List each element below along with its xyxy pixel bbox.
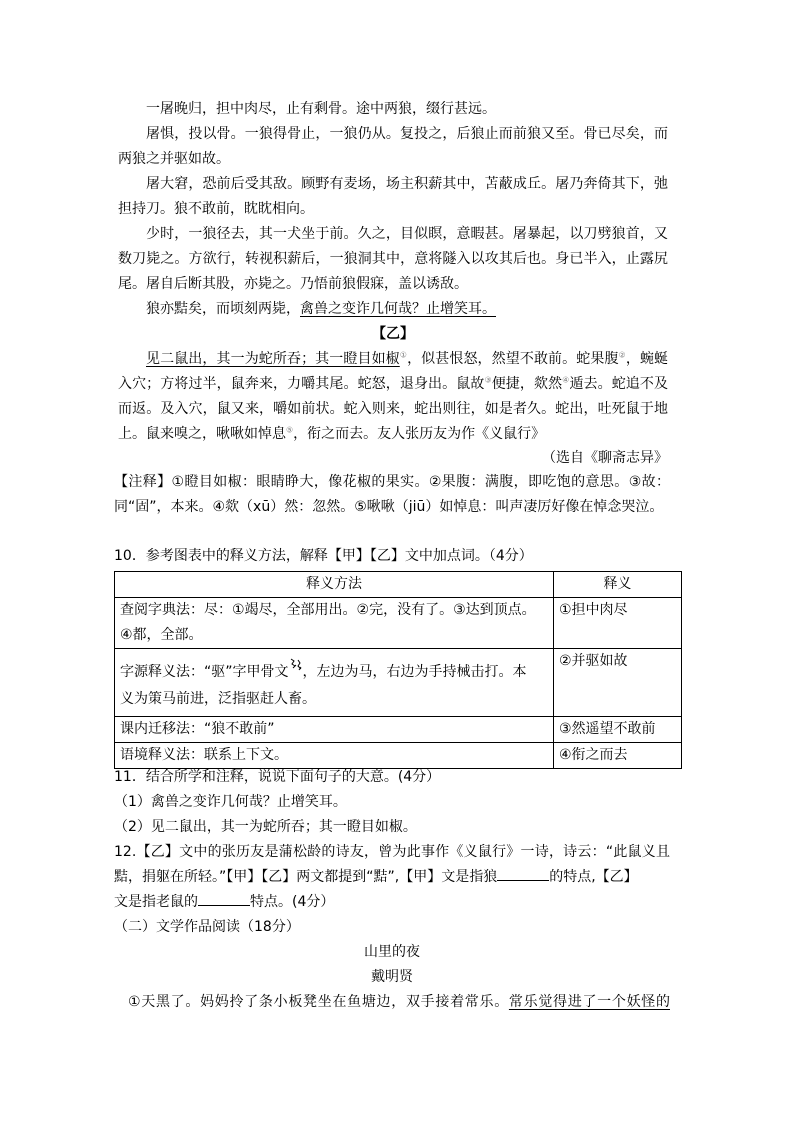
text: 遁去。蛇追不及	[569, 376, 668, 392]
method-cell	[115, 649, 554, 717]
question-12-line	[114, 890, 670, 915]
question-11-item: （2）见二鼠出，其一为蛇所吞；其一瞪目如椒。	[114, 819, 417, 835]
text: 入穴；方将过半，鼠奔来，力嚼其尾。蛇怒，退身出。鼠故	[118, 376, 485, 392]
text: 便捷，欻然	[491, 376, 563, 392]
text: 屠惧，投以骨。一狼得骨止，一狼仍从。复投之，后狼止而前狼又至。骨已尽矣，而	[146, 126, 668, 142]
story-paragraph-line	[114, 990, 670, 1015]
text: 数刀毙之。方欲行，转视积薪后，一狼洞其中，意将隧入以攻其后也。身已半入，止露尻	[118, 251, 668, 267]
text-line	[114, 470, 670, 495]
method-line: ④都，全部。	[120, 627, 203, 643]
answer-blank-wolf[interactable]	[497, 866, 549, 881]
meaning-cell: ③然遥望不敢前	[554, 717, 682, 743]
text-line	[118, 122, 668, 147]
text: 而返。及入穴，鼠又来，嚼如前状。蛇入则来，蛇出则往，如是者久。蛇出，吐死鼠于地	[118, 401, 668, 417]
question-11-item: （1）禽兽之变诈几何哉？止增笑耳。	[114, 794, 347, 810]
source-line	[118, 446, 668, 471]
text: 【注释】①瞪目如椒：眼睛睁大，像花椒的果实。②果腹：满腹，即吃饱的意思。③故：	[114, 474, 670, 490]
text: 尾。屠自后断其股，亦毙之。乃悟前狼假寐，盖以诱敌。	[118, 276, 468, 292]
source-citation: （选自《聊斋志异》	[542, 450, 668, 466]
footnote-marker: ③	[484, 375, 492, 385]
oracle-bone-glyph-icon	[289, 657, 303, 673]
meaning-cell: ④衔之而去	[554, 743, 682, 769]
text: 上。鼠来嗅之，啾啾如悼息	[118, 426, 286, 442]
questions-11-12	[114, 765, 670, 1015]
footnote-marker: ②	[618, 350, 626, 360]
text-line	[118, 172, 668, 197]
text-line	[118, 422, 668, 447]
text-line	[118, 397, 668, 422]
story-author: 戴明贤	[371, 969, 413, 985]
story-title: 山里的夜	[364, 944, 420, 960]
text: ，蜿蜒	[625, 351, 669, 367]
table-row	[115, 598, 682, 649]
text-line	[118, 222, 668, 247]
text: ，似甚恨怒，然望不敢前。蛇果腹	[407, 351, 619, 367]
q12-text: 文是指老鼠的	[114, 894, 198, 910]
text-line	[114, 495, 670, 520]
method-text: 字源释义法：“驱”字甲骨文	[120, 664, 289, 680]
text: 狼亦黠矣，而顷刻两毙，	[146, 301, 300, 317]
text: 两狼之并驱如故。	[118, 151, 230, 167]
annotations	[114, 470, 670, 520]
q12-text: 特点。(4分）	[250, 894, 335, 910]
text-line	[118, 97, 668, 122]
question-12-line	[114, 865, 670, 890]
text-line	[118, 147, 668, 172]
text: 屠大窘，恐前后受其敌。顾野有麦场，场主积薪其中，苫蔽成丘。屠乃奔倚其下，弛	[146, 176, 668, 192]
question-12-line: 12.【乙】文中的张历友是蒲松龄的诗友，曾为此事作《义鼠行》一诗，诗云：“此鼠义且	[114, 844, 670, 860]
yi-heading: 【乙】	[372, 326, 414, 342]
question-10	[114, 544, 664, 569]
table-header-meaning: 释义	[554, 572, 682, 598]
heading-yi	[118, 322, 668, 347]
underlined-text: 见二鼠出，其一为蛇所吞；其一瞪目如椒	[146, 351, 400, 367]
method-line: 查阅字典法：尽：①竭尽，全部用出。②完，没有了。③达到顶点。	[120, 602, 536, 618]
text: 担持刀。狼不敢前，眈眈相向。	[118, 201, 314, 217]
method-cell: 课内迁移法：“狼不敢前”	[115, 717, 554, 743]
text-line	[118, 197, 668, 222]
q12-text: 黠，捐躯在所轻。”【甲】【乙】两文都提到“黠”,【甲】文是指狼	[114, 869, 498, 885]
table-row	[115, 717, 682, 743]
passage-jia	[118, 97, 668, 322]
text: 少时，一狼径去，其一犬坐于前。久之，目似瞑，意暇甚。屠暴起，以刀劈狼首，又	[146, 226, 668, 242]
text: ，衔之而去。友人张历友为作《义鼠行》	[293, 426, 546, 442]
method-text: ，左边为马，右边为手持械击打。本	[302, 664, 527, 680]
text-line	[118, 372, 668, 397]
footnote-marker: ⑤	[286, 425, 294, 435]
passage-yi	[118, 347, 668, 447]
method-cell	[115, 598, 554, 649]
text: 一屠晚归，担中肉尽，止有剩骨。途中两狼，缀行甚远。	[146, 101, 496, 117]
method-line: 义为策马前进，泛指驱赶人畜。	[120, 691, 316, 707]
text: 同“固”，本来。④欻（xū）然：忽然。⑤啾啾（jiū）如悼息：叫声凄厉好像在悼念哭泣。	[114, 499, 664, 515]
text-line	[118, 297, 668, 322]
definition-table	[114, 571, 682, 769]
meaning-cell: ②并驱如故	[554, 649, 682, 717]
meaning-cell: ①担中肉尽	[554, 598, 682, 649]
underlined-text: 禽兽之变诈几何哉？止增笑耳。	[300, 301, 496, 317]
section-heading: （二）文学作品阅读（18分）	[114, 919, 300, 935]
answer-blank-mouse[interactable]	[198, 891, 250, 906]
story-text: ①天黑了。妈妈拎了条小板凳坐在鱼塘边，双手接着常乐。	[128, 994, 509, 1010]
text-line	[118, 272, 668, 297]
text-line	[118, 247, 668, 272]
method-cell: 语境释义法：联系上下文。	[115, 743, 554, 769]
table-header-method: 释义方法	[115, 572, 554, 598]
story-text-underlined: 常乐觉得进了一个妖怪的	[508, 994, 670, 1010]
question-11-text: 11．结合所学和注释，说说下面句子的大意。(4分）	[114, 769, 441, 785]
q12-text: 的特点,【乙】	[549, 869, 638, 885]
footnote-marker: ①	[399, 350, 408, 360]
text-line	[118, 347, 668, 372]
footnote-marker: ④	[562, 375, 570, 385]
question-10-text: 10．参考图表中的释义方法，解释【甲】【乙】文中加点词。（4分）	[114, 548, 533, 564]
table-row	[115, 649, 682, 717]
